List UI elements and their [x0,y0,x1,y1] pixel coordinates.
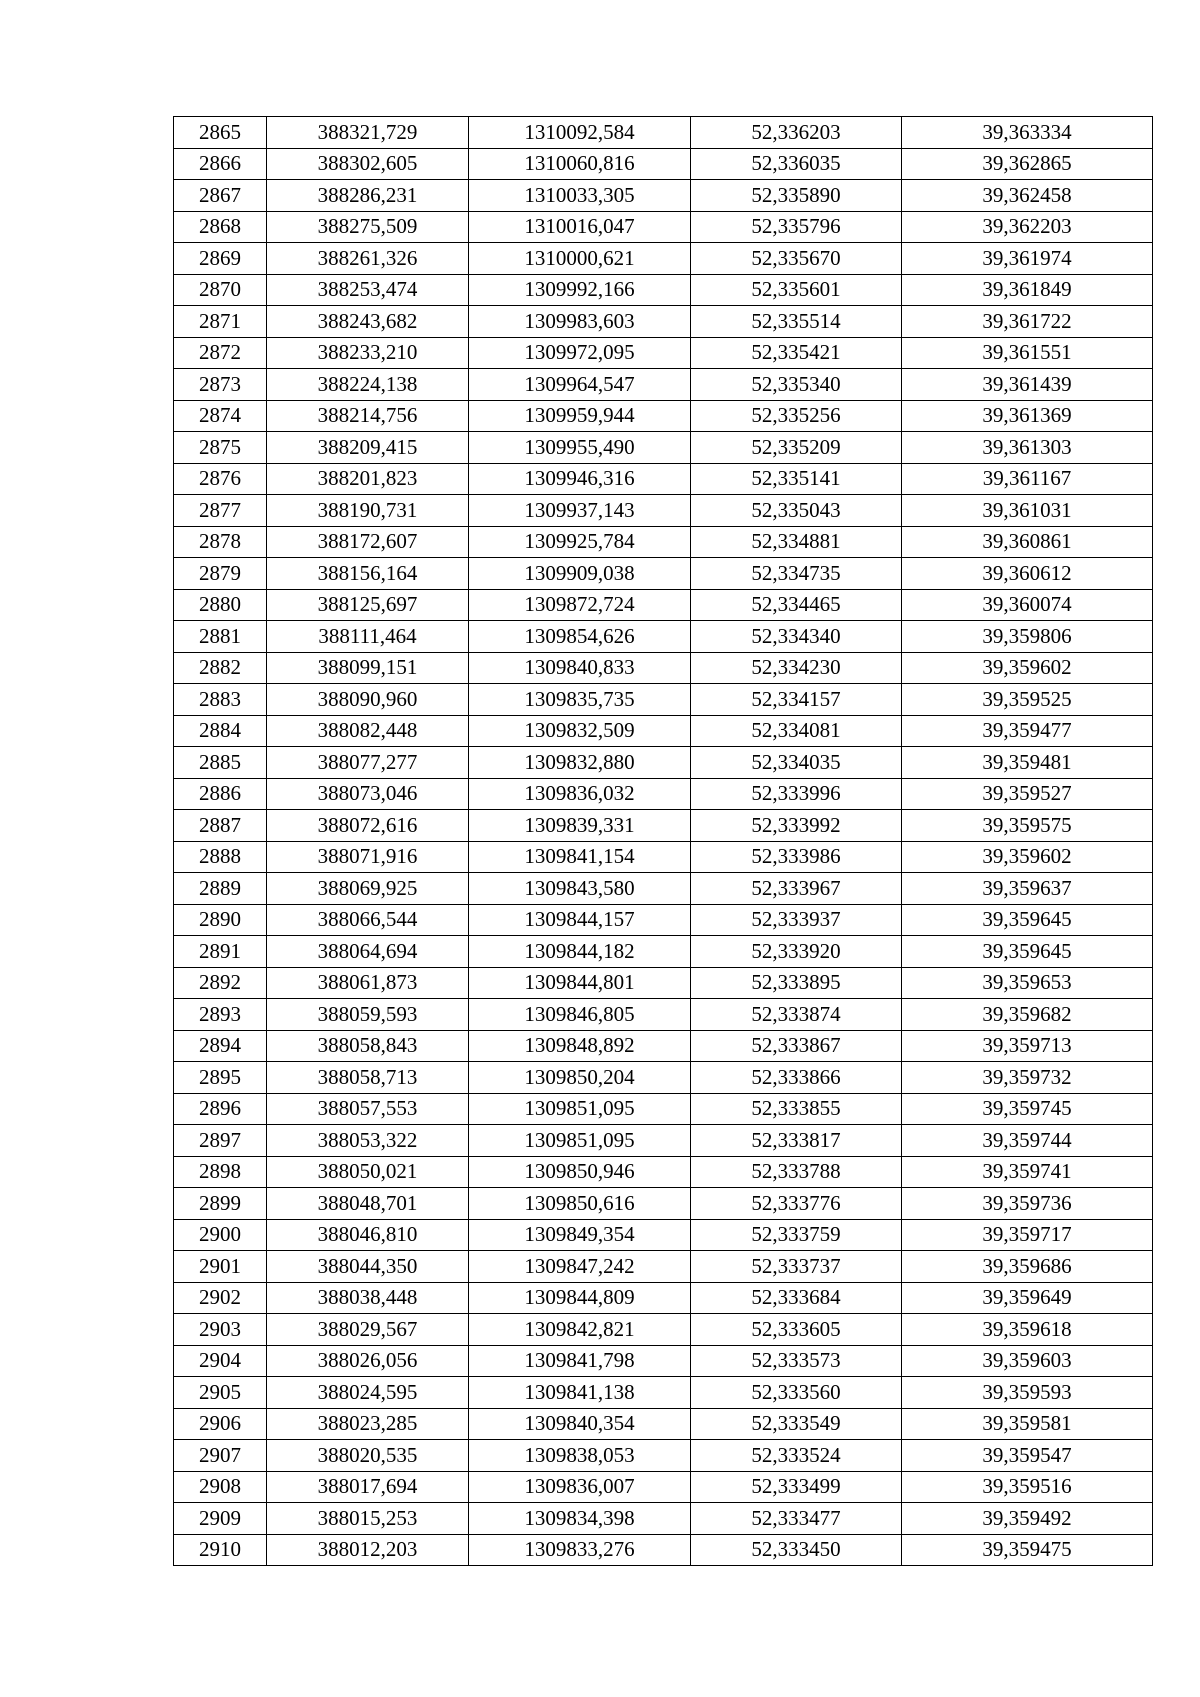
y-coordinate-cell: 1310016,047 [469,211,691,243]
latitude-cell: 52,333450 [691,1534,902,1566]
latitude-cell: 52,333524 [691,1440,902,1472]
x-coordinate-cell: 388275,509 [267,211,469,243]
table-row [174,148,1153,180]
longitude-cell: 39,361167 [902,463,1153,495]
longitude-cell: 39,359732 [902,1062,1153,1094]
point-number-cell: 2907 [174,1440,267,1472]
latitude-cell: 52,333855 [691,1093,902,1125]
latitude-cell: 52,333759 [691,1219,902,1251]
latitude-cell: 52,333776 [691,1188,902,1220]
longitude-cell: 39,359741 [902,1156,1153,1188]
longitude-cell: 39,359744 [902,1125,1153,1157]
longitude-cell: 39,359481 [902,747,1153,779]
point-number-cell: 2875 [174,432,267,464]
longitude-cell: 39,361303 [902,432,1153,464]
longitude-cell: 39,359717 [902,1219,1153,1251]
y-coordinate-cell: 1309839,331 [469,810,691,842]
x-coordinate-cell: 388061,873 [267,967,469,999]
longitude-cell: 39,361551 [902,337,1153,369]
point-number-cell: 2874 [174,400,267,432]
latitude-cell: 52,333986 [691,841,902,873]
table-row [174,1156,1153,1188]
x-coordinate-cell: 388026,056 [267,1345,469,1377]
x-coordinate-cell: 388048,701 [267,1188,469,1220]
coordinates-table-body [174,117,1153,1566]
point-number-cell: 2867 [174,180,267,212]
table-row [174,243,1153,275]
x-coordinate-cell: 388024,595 [267,1377,469,1409]
point-number-cell: 2898 [174,1156,267,1188]
point-number-cell: 2903 [174,1314,267,1346]
point-number-cell: 2876 [174,463,267,495]
table-row [174,1219,1153,1251]
y-coordinate-cell: 1309840,354 [469,1408,691,1440]
point-number-cell: 2871 [174,306,267,338]
longitude-cell: 39,361031 [902,495,1153,527]
point-number-cell: 2880 [174,589,267,621]
latitude-cell: 52,333737 [691,1251,902,1283]
y-coordinate-cell: 1309847,242 [469,1251,691,1283]
longitude-cell: 39,362865 [902,148,1153,180]
longitude-cell: 39,359637 [902,873,1153,905]
latitude-cell: 52,334081 [691,715,902,747]
x-coordinate-cell: 388082,448 [267,715,469,747]
x-coordinate-cell: 388023,285 [267,1408,469,1440]
x-coordinate-cell: 388073,046 [267,778,469,810]
x-coordinate-cell: 388071,916 [267,841,469,873]
latitude-cell: 52,333992 [691,810,902,842]
table-row [174,463,1153,495]
y-coordinate-cell: 1309842,821 [469,1314,691,1346]
point-number-cell: 2905 [174,1377,267,1409]
table-row [174,684,1153,716]
table-row [174,1188,1153,1220]
table-row [174,652,1153,684]
y-coordinate-cell: 1309835,735 [469,684,691,716]
longitude-cell: 39,359649 [902,1282,1153,1314]
y-coordinate-cell: 1309846,805 [469,999,691,1031]
table-row [174,495,1153,527]
table-row [174,810,1153,842]
y-coordinate-cell: 1309840,833 [469,652,691,684]
x-coordinate-cell: 388015,253 [267,1503,469,1535]
y-coordinate-cell: 1309850,616 [469,1188,691,1220]
y-coordinate-cell: 1309832,509 [469,715,691,747]
y-coordinate-cell: 1309872,724 [469,589,691,621]
point-number-cell: 2893 [174,999,267,1031]
table-row [174,274,1153,306]
table-row [174,1282,1153,1314]
x-coordinate-cell: 388017,694 [267,1471,469,1503]
y-coordinate-cell: 1309909,038 [469,558,691,590]
longitude-cell: 39,359713 [902,1030,1153,1062]
x-coordinate-cell: 388020,535 [267,1440,469,1472]
x-coordinate-cell: 388253,474 [267,274,469,306]
y-coordinate-cell: 1309854,626 [469,621,691,653]
x-coordinate-cell: 388069,925 [267,873,469,905]
longitude-cell: 39,359581 [902,1408,1153,1440]
latitude-cell: 52,335601 [691,274,902,306]
latitude-cell: 52,335421 [691,337,902,369]
longitude-cell: 39,359736 [902,1188,1153,1220]
table-row [174,715,1153,747]
y-coordinate-cell: 1309844,157 [469,904,691,936]
latitude-cell: 52,333477 [691,1503,902,1535]
point-number-cell: 2906 [174,1408,267,1440]
point-number-cell: 2887 [174,810,267,842]
y-coordinate-cell: 1309836,032 [469,778,691,810]
latitude-cell: 52,333895 [691,967,902,999]
x-coordinate-cell: 388066,544 [267,904,469,936]
longitude-cell: 39,359475 [902,1534,1153,1566]
x-coordinate-cell: 388050,021 [267,1156,469,1188]
point-number-cell: 2910 [174,1534,267,1566]
longitude-cell: 39,359603 [902,1345,1153,1377]
longitude-cell: 39,359575 [902,810,1153,842]
point-number-cell: 2881 [174,621,267,653]
point-number-cell: 2896 [174,1093,267,1125]
longitude-cell: 39,359645 [902,936,1153,968]
point-number-cell: 2894 [174,1030,267,1062]
y-coordinate-cell: 1309850,946 [469,1156,691,1188]
point-number-cell: 2888 [174,841,267,873]
longitude-cell: 39,361849 [902,274,1153,306]
table-row [174,873,1153,905]
y-coordinate-cell: 1309841,154 [469,841,691,873]
x-coordinate-cell: 388053,322 [267,1125,469,1157]
table-row [174,526,1153,558]
longitude-cell: 39,359686 [902,1251,1153,1283]
latitude-cell: 52,333560 [691,1377,902,1409]
longitude-cell: 39,360861 [902,526,1153,558]
x-coordinate-cell: 388090,960 [267,684,469,716]
table-row [174,1408,1153,1440]
latitude-cell: 52,335209 [691,432,902,464]
x-coordinate-cell: 388302,605 [267,148,469,180]
point-number-cell: 2878 [174,526,267,558]
point-number-cell: 2873 [174,369,267,401]
y-coordinate-cell: 1309836,007 [469,1471,691,1503]
point-number-cell: 2866 [174,148,267,180]
latitude-cell: 52,333866 [691,1062,902,1094]
point-number-cell: 2902 [174,1282,267,1314]
x-coordinate-cell: 388059,593 [267,999,469,1031]
y-coordinate-cell: 1309946,316 [469,463,691,495]
latitude-cell: 52,333937 [691,904,902,936]
y-coordinate-cell: 1309959,944 [469,400,691,432]
x-coordinate-cell: 388099,151 [267,652,469,684]
latitude-cell: 52,334881 [691,526,902,558]
latitude-cell: 52,335340 [691,369,902,401]
point-number-cell: 2877 [174,495,267,527]
table-row [174,558,1153,590]
latitude-cell: 52,334465 [691,589,902,621]
y-coordinate-cell: 1309851,095 [469,1093,691,1125]
table-row [174,117,1153,149]
longitude-cell: 39,363334 [902,117,1153,149]
latitude-cell: 52,336203 [691,117,902,149]
longitude-cell: 39,359525 [902,684,1153,716]
table-row [174,1125,1153,1157]
y-coordinate-cell: 1309937,143 [469,495,691,527]
table-row [174,180,1153,212]
latitude-cell: 52,335670 [691,243,902,275]
latitude-cell: 52,333996 [691,778,902,810]
point-number-cell: 2897 [174,1125,267,1157]
coordinates-table [173,116,1153,1566]
y-coordinate-cell: 1309983,603 [469,306,691,338]
table-row [174,211,1153,243]
point-number-cell: 2908 [174,1471,267,1503]
table-row [174,1030,1153,1062]
latitude-cell: 52,334230 [691,652,902,684]
point-number-cell: 2884 [174,715,267,747]
point-number-cell: 2892 [174,967,267,999]
latitude-cell: 52,334157 [691,684,902,716]
longitude-cell: 39,359602 [902,841,1153,873]
longitude-cell: 39,362458 [902,180,1153,212]
longitude-cell: 39,359547 [902,1440,1153,1472]
table-row [174,967,1153,999]
longitude-cell: 39,362203 [902,211,1153,243]
latitude-cell: 52,333605 [691,1314,902,1346]
table-row [174,1503,1153,1535]
point-number-cell: 2868 [174,211,267,243]
table-row [174,1251,1153,1283]
y-coordinate-cell: 1309841,138 [469,1377,691,1409]
y-coordinate-cell: 1309844,801 [469,967,691,999]
latitude-cell: 52,333920 [691,936,902,968]
latitude-cell: 52,333867 [691,1030,902,1062]
y-coordinate-cell: 1310033,305 [469,180,691,212]
table-row [174,589,1153,621]
latitude-cell: 52,333788 [691,1156,902,1188]
longitude-cell: 39,359602 [902,652,1153,684]
table-row [174,621,1153,653]
x-coordinate-cell: 388038,448 [267,1282,469,1314]
x-coordinate-cell: 388201,823 [267,463,469,495]
table-row [174,432,1153,464]
point-number-cell: 2879 [174,558,267,590]
table-row [174,306,1153,338]
point-number-cell: 2895 [174,1062,267,1094]
x-coordinate-cell: 388156,164 [267,558,469,590]
point-number-cell: 2872 [174,337,267,369]
y-coordinate-cell: 1309925,784 [469,526,691,558]
point-number-cell: 2889 [174,873,267,905]
y-coordinate-cell: 1309849,354 [469,1219,691,1251]
x-coordinate-cell: 388243,682 [267,306,469,338]
point-number-cell: 2886 [174,778,267,810]
x-coordinate-cell: 388058,713 [267,1062,469,1094]
y-coordinate-cell: 1309848,892 [469,1030,691,1062]
longitude-cell: 39,361439 [902,369,1153,401]
latitude-cell: 52,333684 [691,1282,902,1314]
x-coordinate-cell: 388286,231 [267,180,469,212]
latitude-cell: 52,333967 [691,873,902,905]
x-coordinate-cell: 388057,553 [267,1093,469,1125]
x-coordinate-cell: 388012,203 [267,1534,469,1566]
longitude-cell: 39,360074 [902,589,1153,621]
y-coordinate-cell: 1309832,880 [469,747,691,779]
y-coordinate-cell: 1309841,798 [469,1345,691,1377]
y-coordinate-cell: 1309964,547 [469,369,691,401]
x-coordinate-cell: 388046,810 [267,1219,469,1251]
x-coordinate-cell: 388214,756 [267,400,469,432]
longitude-cell: 39,359593 [902,1377,1153,1409]
x-coordinate-cell: 388233,210 [267,337,469,369]
table-row [174,1471,1153,1503]
latitude-cell: 52,335796 [691,211,902,243]
y-coordinate-cell: 1309833,276 [469,1534,691,1566]
latitude-cell: 52,335890 [691,180,902,212]
point-number-cell: 2890 [174,904,267,936]
table-row [174,904,1153,936]
x-coordinate-cell: 388077,277 [267,747,469,779]
table-row [174,778,1153,810]
y-coordinate-cell: 1309850,204 [469,1062,691,1094]
x-coordinate-cell: 388111,464 [267,621,469,653]
latitude-cell: 52,336035 [691,148,902,180]
table-row [174,1314,1153,1346]
point-number-cell: 2885 [174,747,267,779]
latitude-cell: 52,335141 [691,463,902,495]
point-number-cell: 2900 [174,1219,267,1251]
point-number-cell: 2904 [174,1345,267,1377]
point-number-cell: 2869 [174,243,267,275]
point-number-cell: 2882 [174,652,267,684]
point-number-cell: 2901 [174,1251,267,1283]
x-coordinate-cell: 388064,694 [267,936,469,968]
table-row [174,1345,1153,1377]
latitude-cell: 52,334735 [691,558,902,590]
table-row [174,1534,1153,1566]
table-row [174,337,1153,369]
table-row [174,1440,1153,1472]
y-coordinate-cell: 1309844,809 [469,1282,691,1314]
y-coordinate-cell: 1310092,584 [469,117,691,149]
latitude-cell: 52,333817 [691,1125,902,1157]
longitude-cell: 39,359516 [902,1471,1153,1503]
longitude-cell: 39,359477 [902,715,1153,747]
y-coordinate-cell: 1309834,398 [469,1503,691,1535]
y-coordinate-cell: 1309972,095 [469,337,691,369]
table-row [174,841,1153,873]
x-coordinate-cell: 388029,567 [267,1314,469,1346]
y-coordinate-cell: 1310000,621 [469,243,691,275]
point-number-cell: 2891 [174,936,267,968]
longitude-cell: 39,359645 [902,904,1153,936]
y-coordinate-cell: 1309844,182 [469,936,691,968]
point-number-cell: 2899 [174,1188,267,1220]
y-coordinate-cell: 1309851,095 [469,1125,691,1157]
latitude-cell: 52,333499 [691,1471,902,1503]
longitude-cell: 39,360612 [902,558,1153,590]
longitude-cell: 39,359745 [902,1093,1153,1125]
table-row [174,1377,1153,1409]
longitude-cell: 39,359618 [902,1314,1153,1346]
table-row [174,936,1153,968]
x-coordinate-cell: 388125,697 [267,589,469,621]
table-row [174,369,1153,401]
latitude-cell: 52,335256 [691,400,902,432]
y-coordinate-cell: 1310060,816 [469,148,691,180]
y-coordinate-cell: 1309843,580 [469,873,691,905]
y-coordinate-cell: 1309992,166 [469,274,691,306]
table-row [174,1062,1153,1094]
table-row [174,400,1153,432]
latitude-cell: 52,335043 [691,495,902,527]
latitude-cell: 52,333573 [691,1345,902,1377]
longitude-cell: 39,361369 [902,400,1153,432]
longitude-cell: 39,361974 [902,243,1153,275]
x-coordinate-cell: 388261,326 [267,243,469,275]
y-coordinate-cell: 1309838,053 [469,1440,691,1472]
table-row [174,747,1153,779]
point-number-cell: 2883 [174,684,267,716]
y-coordinate-cell: 1309955,490 [469,432,691,464]
latitude-cell: 52,333549 [691,1408,902,1440]
x-coordinate-cell: 388172,607 [267,526,469,558]
point-number-cell: 2865 [174,117,267,149]
x-coordinate-cell: 388224,138 [267,369,469,401]
latitude-cell: 52,334035 [691,747,902,779]
x-coordinate-cell: 388209,415 [267,432,469,464]
table-row [174,1093,1153,1125]
point-number-cell: 2909 [174,1503,267,1535]
x-coordinate-cell: 388058,843 [267,1030,469,1062]
point-number-cell: 2870 [174,274,267,306]
x-coordinate-cell: 388321,729 [267,117,469,149]
x-coordinate-cell: 388072,616 [267,810,469,842]
longitude-cell: 39,359682 [902,999,1153,1031]
latitude-cell: 52,333874 [691,999,902,1031]
longitude-cell: 39,359653 [902,967,1153,999]
x-coordinate-cell: 388044,350 [267,1251,469,1283]
latitude-cell: 52,335514 [691,306,902,338]
table-row [174,999,1153,1031]
x-coordinate-cell: 388190,731 [267,495,469,527]
longitude-cell: 39,359527 [902,778,1153,810]
longitude-cell: 39,361722 [902,306,1153,338]
longitude-cell: 39,359492 [902,1503,1153,1535]
longitude-cell: 39,359806 [902,621,1153,653]
latitude-cell: 52,334340 [691,621,902,653]
